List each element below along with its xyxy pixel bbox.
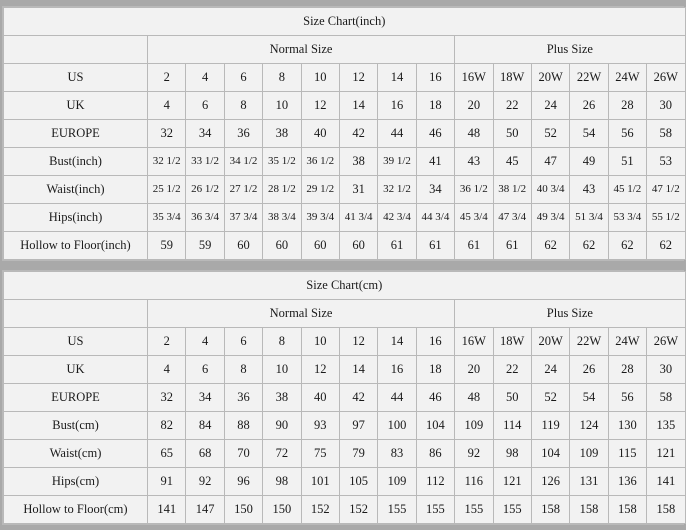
value-cell: 52 bbox=[531, 384, 569, 412]
value-cell: 30 bbox=[647, 356, 686, 384]
value-cell: 58 bbox=[647, 384, 686, 412]
value-cell: 141 bbox=[148, 496, 186, 524]
value-cell: 22W bbox=[570, 328, 608, 356]
value-cell: 54 bbox=[570, 384, 608, 412]
value-cell: 14 bbox=[378, 328, 416, 356]
value-cell: 61 bbox=[378, 232, 416, 260]
value-cell: 26 bbox=[570, 92, 608, 120]
value-cell: 34 bbox=[186, 120, 224, 148]
table-row bbox=[4, 120, 686, 148]
value-cell: 36 bbox=[224, 120, 262, 148]
value-cell: 54 bbox=[570, 120, 608, 148]
value-cell: 47 3/4 bbox=[493, 204, 531, 232]
value-cell: 32 bbox=[148, 384, 186, 412]
value-cell: 24W bbox=[608, 328, 646, 356]
table-row bbox=[4, 328, 686, 356]
value-cell: 8 bbox=[224, 356, 262, 384]
value-cell: 45 bbox=[493, 148, 531, 176]
value-cell: 158 bbox=[531, 496, 569, 524]
value-cell: 8 bbox=[263, 328, 301, 356]
value-cell: 109 bbox=[378, 468, 416, 496]
value-cell: 50 bbox=[493, 120, 531, 148]
value-cell: 10 bbox=[301, 328, 339, 356]
value-cell: 53 bbox=[647, 148, 685, 176]
value-cell: 4 bbox=[148, 92, 186, 120]
value-cell: 62 bbox=[531, 232, 569, 260]
value-cell: 44 3/4 bbox=[416, 204, 454, 232]
value-cell: 10 bbox=[301, 64, 339, 92]
value-cell: 16W bbox=[455, 64, 493, 92]
value-cell: 61 bbox=[493, 232, 531, 260]
value-cell: 28 bbox=[608, 356, 646, 384]
value-cell: 29 1/2 bbox=[301, 176, 339, 204]
value-cell: 10 bbox=[263, 92, 301, 120]
value-cell: 38 3/4 bbox=[263, 204, 301, 232]
value-cell: 51 3/4 bbox=[570, 204, 608, 232]
value-cell: 36 3/4 bbox=[186, 204, 224, 232]
value-cell: 25 1/2 bbox=[148, 176, 186, 204]
value-cell: 121 bbox=[493, 468, 531, 496]
value-cell: 34 bbox=[186, 384, 224, 412]
value-cell: 61 bbox=[416, 232, 454, 260]
value-cell: 4 bbox=[148, 356, 186, 384]
value-cell: 53 3/4 bbox=[608, 204, 646, 232]
table-row bbox=[4, 232, 686, 260]
value-cell: 65 bbox=[148, 440, 186, 468]
value-cell: 114 bbox=[493, 412, 531, 440]
value-cell: 121 bbox=[647, 440, 686, 468]
group-header: Normal Size bbox=[148, 300, 455, 328]
value-cell: 79 bbox=[339, 440, 377, 468]
value-cell: 22 bbox=[493, 92, 531, 120]
value-cell: 150 bbox=[263, 496, 301, 524]
value-cell: 93 bbox=[301, 412, 339, 440]
value-cell: 41 3/4 bbox=[339, 204, 377, 232]
row-label: Bust(cm) bbox=[4, 412, 148, 440]
table-row bbox=[4, 176, 686, 204]
value-cell: 46 bbox=[416, 120, 454, 148]
value-cell: 97 bbox=[339, 412, 377, 440]
value-cell: 56 bbox=[608, 120, 646, 148]
value-cell: 14 bbox=[339, 356, 377, 384]
value-cell: 49 3/4 bbox=[531, 204, 569, 232]
table-row bbox=[4, 468, 686, 496]
value-cell: 27 1/2 bbox=[224, 176, 262, 204]
value-cell: 38 bbox=[263, 120, 301, 148]
row-label: Waist(cm) bbox=[4, 440, 148, 468]
value-cell: 59 bbox=[148, 232, 186, 260]
value-cell: 60 bbox=[339, 232, 377, 260]
row-label: US bbox=[4, 64, 148, 92]
value-cell: 70 bbox=[224, 440, 262, 468]
value-cell: 155 bbox=[416, 496, 454, 524]
value-cell: 98 bbox=[263, 468, 301, 496]
value-cell: 26 bbox=[570, 356, 608, 384]
value-cell: 32 bbox=[148, 120, 186, 148]
table-row bbox=[4, 440, 686, 468]
value-cell: 41 bbox=[416, 148, 454, 176]
value-cell: 101 bbox=[301, 468, 339, 496]
value-cell: 119 bbox=[531, 412, 569, 440]
table-row bbox=[4, 204, 686, 232]
value-cell: 42 3/4 bbox=[378, 204, 416, 232]
size-chart-inch bbox=[2, 6, 684, 261]
chart-title: Size Chart(inch) bbox=[4, 8, 686, 36]
value-cell: 46 bbox=[416, 384, 454, 412]
value-cell: 109 bbox=[570, 440, 608, 468]
value-cell: 38 bbox=[339, 148, 377, 176]
group-header-row bbox=[4, 36, 686, 64]
value-cell: 16 bbox=[416, 64, 454, 92]
value-cell: 91 bbox=[148, 468, 186, 496]
value-cell: 16 bbox=[378, 92, 416, 120]
value-cell: 45 3/4 bbox=[455, 204, 493, 232]
value-cell: 92 bbox=[455, 440, 493, 468]
value-cell: 158 bbox=[647, 496, 686, 524]
value-cell: 98 bbox=[493, 440, 531, 468]
size-chart-table-inch bbox=[3, 7, 686, 260]
value-cell: 39 1/2 bbox=[378, 148, 416, 176]
value-cell: 60 bbox=[224, 232, 262, 260]
value-cell: 84 bbox=[186, 412, 224, 440]
value-cell: 58 bbox=[647, 120, 685, 148]
row-label: UK bbox=[4, 92, 148, 120]
row-label: US bbox=[4, 328, 148, 356]
group-header: Normal Size bbox=[148, 36, 455, 64]
size-chart-body-inch bbox=[4, 8, 686, 260]
value-cell: 150 bbox=[224, 496, 262, 524]
blank-corner-cell bbox=[4, 300, 148, 328]
chart-title: Size Chart(cm) bbox=[4, 272, 686, 300]
value-cell: 68 bbox=[186, 440, 224, 468]
chart-title-row bbox=[4, 272, 686, 300]
value-cell: 18W bbox=[493, 64, 531, 92]
value-cell: 6 bbox=[186, 92, 224, 120]
value-cell: 16 bbox=[416, 328, 454, 356]
row-label: Hollow to Floor(cm) bbox=[4, 496, 148, 524]
value-cell: 44 bbox=[378, 120, 416, 148]
value-cell: 32 1/2 bbox=[378, 176, 416, 204]
blank-corner-cell bbox=[4, 36, 148, 64]
value-cell: 45 1/2 bbox=[608, 176, 646, 204]
row-label: EUROPE bbox=[4, 384, 148, 412]
value-cell: 60 bbox=[301, 232, 339, 260]
value-cell: 20 bbox=[455, 92, 493, 120]
value-cell: 141 bbox=[647, 468, 686, 496]
value-cell: 35 1/2 bbox=[263, 148, 301, 176]
value-cell: 42 bbox=[339, 120, 377, 148]
value-cell: 155 bbox=[455, 496, 493, 524]
table-row bbox=[4, 64, 686, 92]
size-chart-table-cm bbox=[3, 271, 686, 524]
value-cell: 33 1/2 bbox=[186, 148, 224, 176]
value-cell: 35 3/4 bbox=[148, 204, 186, 232]
value-cell: 40 bbox=[301, 384, 339, 412]
value-cell: 130 bbox=[608, 412, 646, 440]
value-cell: 109 bbox=[455, 412, 493, 440]
table-row bbox=[4, 412, 686, 440]
row-label: Hips(cm) bbox=[4, 468, 148, 496]
value-cell: 62 bbox=[647, 232, 685, 260]
value-cell: 124 bbox=[570, 412, 608, 440]
value-cell: 155 bbox=[493, 496, 531, 524]
value-cell: 88 bbox=[224, 412, 262, 440]
value-cell: 34 bbox=[416, 176, 454, 204]
value-cell: 36 1/2 bbox=[301, 148, 339, 176]
row-label: Hips(inch) bbox=[4, 204, 148, 232]
value-cell: 86 bbox=[416, 440, 454, 468]
table-row bbox=[4, 384, 686, 412]
value-cell: 131 bbox=[570, 468, 608, 496]
group-header: Plus Size bbox=[455, 300, 685, 328]
value-cell: 96 bbox=[224, 468, 262, 496]
value-cell: 18 bbox=[416, 92, 454, 120]
value-cell: 104 bbox=[531, 440, 569, 468]
value-cell: 20 bbox=[455, 356, 493, 384]
value-cell: 48 bbox=[455, 384, 493, 412]
value-cell: 43 bbox=[455, 148, 493, 176]
value-cell: 24 bbox=[531, 92, 569, 120]
value-cell: 6 bbox=[186, 356, 224, 384]
value-cell: 72 bbox=[263, 440, 301, 468]
value-cell: 39 3/4 bbox=[301, 204, 339, 232]
value-cell: 12 bbox=[301, 356, 339, 384]
value-cell: 18 bbox=[416, 356, 454, 384]
value-cell: 147 bbox=[186, 496, 224, 524]
value-cell: 2 bbox=[148, 64, 186, 92]
chart-title-row bbox=[4, 8, 686, 36]
value-cell: 26W bbox=[647, 64, 685, 92]
value-cell: 34 1/2 bbox=[224, 148, 262, 176]
value-cell: 50 bbox=[493, 384, 531, 412]
value-cell: 22 bbox=[493, 356, 531, 384]
value-cell: 47 1/2 bbox=[647, 176, 685, 204]
value-cell: 28 bbox=[608, 92, 646, 120]
value-cell: 75 bbox=[301, 440, 339, 468]
value-cell: 44 bbox=[378, 384, 416, 412]
value-cell: 48 bbox=[455, 120, 493, 148]
value-cell: 2 bbox=[148, 328, 186, 356]
row-label: Bust(inch) bbox=[4, 148, 148, 176]
value-cell: 158 bbox=[570, 496, 608, 524]
value-cell: 51 bbox=[608, 148, 646, 176]
value-cell: 6 bbox=[224, 64, 262, 92]
value-cell: 40 bbox=[301, 120, 339, 148]
value-cell: 36 1/2 bbox=[455, 176, 493, 204]
value-cell: 136 bbox=[608, 468, 646, 496]
value-cell: 42 bbox=[339, 384, 377, 412]
group-header: Plus Size bbox=[455, 36, 685, 64]
value-cell: 30 bbox=[647, 92, 685, 120]
value-cell: 82 bbox=[148, 412, 186, 440]
value-cell: 90 bbox=[263, 412, 301, 440]
value-cell: 24 bbox=[531, 356, 569, 384]
value-cell: 8 bbox=[263, 64, 301, 92]
value-cell: 112 bbox=[416, 468, 454, 496]
value-cell: 55 1/2 bbox=[647, 204, 685, 232]
value-cell: 12 bbox=[339, 328, 377, 356]
value-cell: 37 3/4 bbox=[224, 204, 262, 232]
table-row bbox=[4, 356, 686, 384]
value-cell: 18W bbox=[493, 328, 531, 356]
value-cell: 31 bbox=[339, 176, 377, 204]
value-cell: 26W bbox=[647, 328, 686, 356]
value-cell: 38 bbox=[263, 384, 301, 412]
value-cell: 135 bbox=[647, 412, 686, 440]
value-cell: 152 bbox=[301, 496, 339, 524]
value-cell: 10 bbox=[263, 356, 301, 384]
value-cell: 38 1/2 bbox=[493, 176, 531, 204]
value-cell: 4 bbox=[186, 64, 224, 92]
value-cell: 115 bbox=[608, 440, 646, 468]
value-cell: 61 bbox=[455, 232, 493, 260]
value-cell: 105 bbox=[339, 468, 377, 496]
value-cell: 20W bbox=[531, 328, 569, 356]
size-chart-cm bbox=[2, 270, 684, 525]
value-cell: 62 bbox=[570, 232, 608, 260]
value-cell: 8 bbox=[224, 92, 262, 120]
value-cell: 43 bbox=[570, 176, 608, 204]
value-cell: 49 bbox=[570, 148, 608, 176]
value-cell: 16W bbox=[455, 328, 493, 356]
table-row bbox=[4, 148, 686, 176]
value-cell: 47 bbox=[531, 148, 569, 176]
value-cell: 152 bbox=[339, 496, 377, 524]
value-cell: 62 bbox=[608, 232, 646, 260]
value-cell: 24W bbox=[608, 64, 646, 92]
value-cell: 14 bbox=[378, 64, 416, 92]
value-cell: 26 1/2 bbox=[186, 176, 224, 204]
row-label: UK bbox=[4, 356, 148, 384]
value-cell: 4 bbox=[186, 328, 224, 356]
value-cell: 28 1/2 bbox=[263, 176, 301, 204]
value-cell: 52 bbox=[531, 120, 569, 148]
value-cell: 100 bbox=[378, 412, 416, 440]
value-cell: 126 bbox=[531, 468, 569, 496]
value-cell: 20W bbox=[531, 64, 569, 92]
value-cell: 83 bbox=[378, 440, 416, 468]
value-cell: 104 bbox=[416, 412, 454, 440]
row-label: EUROPE bbox=[4, 120, 148, 148]
value-cell: 32 1/2 bbox=[148, 148, 186, 176]
value-cell: 16 bbox=[378, 356, 416, 384]
value-cell: 12 bbox=[301, 92, 339, 120]
row-label: Hollow to Floor(inch) bbox=[4, 232, 148, 260]
group-header-row bbox=[4, 300, 686, 328]
row-label: Waist(inch) bbox=[4, 176, 148, 204]
value-cell: 6 bbox=[224, 328, 262, 356]
value-cell: 155 bbox=[378, 496, 416, 524]
value-cell: 14 bbox=[339, 92, 377, 120]
value-cell: 92 bbox=[186, 468, 224, 496]
value-cell: 12 bbox=[339, 64, 377, 92]
value-cell: 116 bbox=[455, 468, 493, 496]
size-chart-body-cm bbox=[4, 272, 686, 524]
value-cell: 40 3/4 bbox=[531, 176, 569, 204]
value-cell: 158 bbox=[608, 496, 646, 524]
value-cell: 59 bbox=[186, 232, 224, 260]
table-row bbox=[4, 496, 686, 524]
value-cell: 22W bbox=[570, 64, 608, 92]
value-cell: 56 bbox=[608, 384, 646, 412]
value-cell: 60 bbox=[263, 232, 301, 260]
table-row bbox=[4, 92, 686, 120]
value-cell: 36 bbox=[224, 384, 262, 412]
